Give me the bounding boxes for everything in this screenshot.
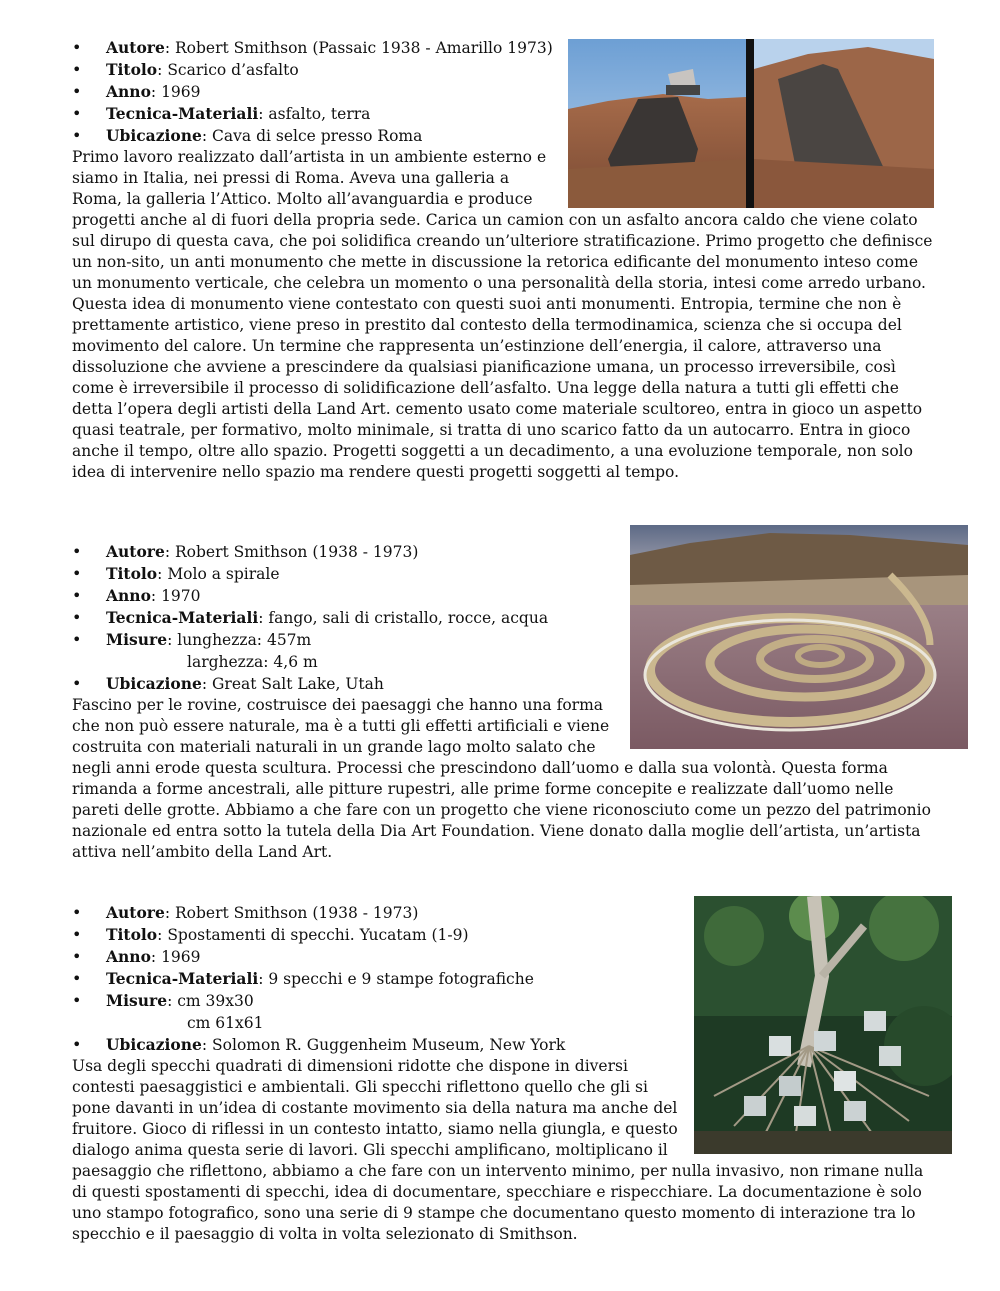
author-label: Autore [106, 542, 165, 561]
technique-label: Tecnica-Materiali [106, 969, 259, 988]
detail-technique: • Tecnica-Materiali: asfalto, terra [72, 103, 934, 125]
artwork-entry-mirror-displacement [72, 902, 934, 1245]
detail-author: • Autore: Robert Smithson (1938 - 1973) [72, 902, 934, 924]
size-value: lunghezza: 457m [177, 631, 312, 649]
location-value: Great Salt Lake, Utah [212, 675, 384, 693]
artwork-description: Primo lavoro realizzato dall’artista in un ambiente esterno e siamo in Italia, nei pressi di Roma. Aveva una galleria a Roma, la galleria l’Attico. Molto all’avanguardia e produce progetti anche al di fuori della propria sede. Carica un camion con un asfalto ancora caldo che viene colato sul dirupo di questa cava, che poi solidifica creando un’ulteriore stratificazione. Primo progetto che definisce un non-sito, un anti monumento che mette in discussione la retorica edificante del monumento inteso come un monumento verticale, che celebra un momento o una personalità della storia, intesi come arredo urbano. Questa idea di monumento viene contestato con questi suoi anti monumenti. Entropia, termine che non è prettamente artistico, viene preso in prestito dal contesto della termodinamica, scienza che si occupa del movimento del calore. Un termine che rappresenta un’estinzione dell’energia, il calore, attraverso una dissoluzione che avviene a prescindere da qualsiasi pianificazione umana, un processo irreversibile, così come è irreversibile il processo di solidificazione dell’asfalto. Una legge della natura a tutti gli effetti che detta l’opera degli artisti della Land Art. cemento usato come materiale scultoreo, entra in gioco un aspetto quasi teatrale, per formativo, molto minimale, si tratta di uno scarico fatto da un autocarro. Entra in gioco anche il tempo, oltre allo spazio. Progetti soggetti a un decadimento, a una evoluzione temporale, non solo idea di intervenire nello spazio ma rendere questi progetti soggetti al tempo. [72, 148, 933, 481]
title-value: Spostamenti di specchi. Yucatam (1-9) [167, 926, 469, 944]
location-value: Solomon R. Guggenheim Museum, New York [212, 1036, 566, 1054]
detail-location: • Ubicazione: Great Salt Lake, Utah [72, 673, 934, 695]
title-label: Titolo [106, 60, 158, 79]
year-label: Anno [106, 586, 151, 605]
detail-size-continued [72, 651, 934, 673]
detail-technique: • Tecnica-Materiali: 9 specchi e 9 stampe fotografiche [72, 968, 934, 990]
artwork-details [72, 902, 934, 1056]
location-label: Ubicazione [106, 1035, 202, 1054]
technique-value: asfalto, terra [268, 105, 371, 123]
detail-size: • Misure: lunghezza: 457m [72, 629, 934, 651]
author-label: Autore [106, 903, 165, 922]
year-value: 1970 [161, 587, 201, 605]
detail-location: • Ubicazione: Solomon R. Guggenheim Museum, New York [72, 1034, 934, 1056]
artwork-description: Fascino per le rovine, costruisce dei paesaggi che hanno una forma che non può essere naturale, ma è a tutti gli effetti artificiali e viene costruita con materiali naturali in un grande lago molto salato che negli anni erode questa scultura. Processi che prescindono dall’uomo e dalla sua volontà. Questa forma rimanda a forme ancestrali, alle pitture rupestri, alle prime forme concepite e realizzate dall’uomo nelle pareti delle grotte. Abbiamo a che fare con un progetto che viene riconosciuto come un pezzo del patrimonio nazionale ed entra sotto la tutela della Dia Art Foundation. Viene donato dalla moglie dell’artista, un’artista attiva nell’ambito della Land Art. [72, 696, 931, 861]
author-value: Robert Smithson (1938 - 1973) [174, 904, 419, 922]
detail-author: • Autore: Robert Smithson (1938 - 1973) [72, 541, 934, 563]
technique-label: Tecnica-Materiali [106, 608, 259, 627]
detail-author: • Autore: Robert Smithson (Passaic 1938 - Amarillo 1973) [72, 37, 934, 59]
year-label: Anno [106, 82, 151, 101]
size-label: Misure [106, 991, 168, 1010]
technique-label: Tecnica-Materiali [106, 104, 259, 123]
technique-value: fango, sali di cristallo, rocce, acqua [268, 609, 549, 627]
author-label: Autore [106, 38, 165, 57]
year-value: 1969 [161, 83, 201, 101]
location-value: Cava di selce presso Roma [212, 127, 423, 145]
detail-year: • Anno: 1970 [72, 585, 934, 607]
detail-year: • Anno: 1969 [72, 81, 934, 103]
location-label: Ubicazione [106, 674, 202, 693]
technique-value: 9 specchi e 9 stampe fotografiche [268, 970, 534, 988]
title-value: Scarico d’asfalto [167, 61, 299, 79]
detail-size: • Misure: cm 39x30 [72, 990, 934, 1012]
title-label: Titolo [106, 564, 158, 583]
author-value: Robert Smithson (1938 - 1973) [174, 543, 419, 561]
artwork-description: Usa degli specchi quadrati di dimensioni ridotte che dispone in diversi contesti paesaggistici e ambientali. Gli specchi riflettono quello che gli si pone davanti in un’idea di costante movimento sia della natura ma anche del fruitore. Gioco di riflessi in un contesto intatto, siamo nella giungla, e questo dialogo anima questa serie di lavori. Gli specchi amplificano, moltiplicano il paesaggio che riflettono, abbiamo a che fare con un intervento minimo, per nulla invasivo, non rimane nulla di questi spostamenti di specchi, idea di documentare, specchiare e rispecchiare. La documentazione è solo uno stampo fotografico, sono una serie di 9 stampe che documentano questo momento di interazione tra lo specchio e il paesaggio di volta in volta selezionato di Smithson. [72, 1057, 924, 1243]
detail-technique: • Tecnica-Materiali: fango, sali di cristallo, rocce, acqua [72, 607, 934, 629]
location-label: Ubicazione [106, 126, 202, 145]
detail-size-continued [72, 1012, 934, 1034]
size-label: Misure [106, 630, 168, 649]
year-label: Anno [106, 947, 151, 966]
detail-title: • Titolo: Scarico d’asfalto [72, 59, 934, 81]
title-value: Molo a spirale [167, 565, 280, 583]
size-value: cm 39x30 [177, 992, 254, 1010]
artwork-entry-asphalt-rundown [72, 37, 934, 483]
detail-title: • Titolo: Molo a spirale [72, 563, 934, 585]
detail-location: • Ubicazione: Cava di selce presso Roma [72, 125, 934, 147]
title-label: Titolo [106, 925, 158, 944]
size-value-2: cm 61x61 [187, 1014, 264, 1032]
detail-title: • Titolo: Spostamenti di specchi. Yucatam (1-9) [72, 924, 934, 946]
artwork-details [72, 37, 934, 147]
year-value: 1969 [161, 948, 201, 966]
detail-year: • Anno: 1969 [72, 946, 934, 968]
author-value: Robert Smithson (Passaic 1938 - Amarillo 1973) [174, 39, 553, 57]
artwork-details [72, 541, 934, 695]
artwork-entry-spiral-jetty [72, 541, 934, 863]
size-value-2: larghezza: 4,6 m [187, 653, 318, 671]
